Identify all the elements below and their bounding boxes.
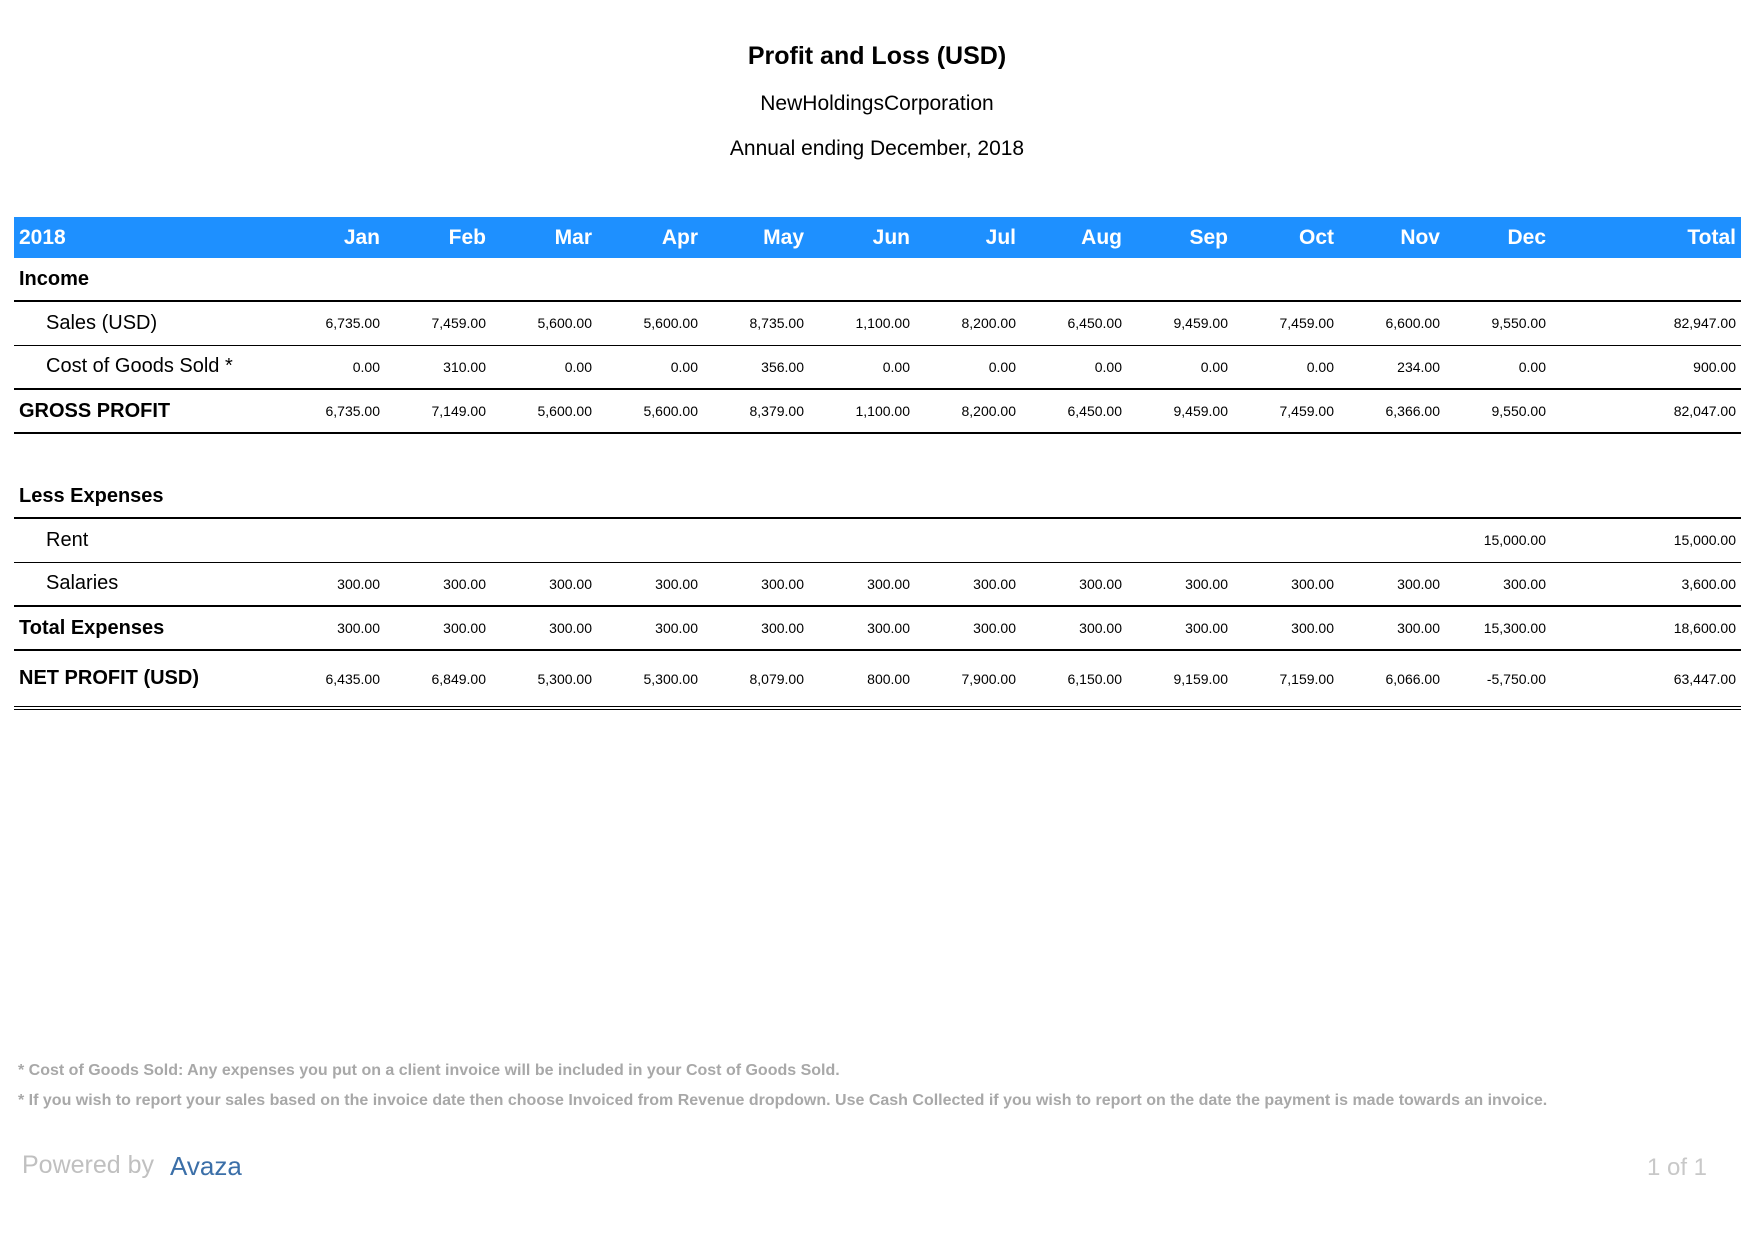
column-header-jul: Jul bbox=[985, 225, 1016, 249]
cell-value: 234.00 bbox=[1339, 345, 1445, 389]
cell-value: 6,735.00 bbox=[279, 301, 385, 345]
cell-value: 82,047.00 bbox=[1551, 389, 1741, 433]
cell-value: 356.00 bbox=[703, 345, 809, 389]
section-heading: Income bbox=[14, 258, 1741, 301]
cell-value: 300.00 bbox=[491, 606, 597, 650]
powered-by-label: Powered by bbox=[22, 1151, 155, 1179]
column-header-may: May bbox=[763, 225, 804, 249]
cell-value: 300.00 bbox=[1233, 562, 1339, 606]
cell-value: 300.00 bbox=[1127, 562, 1233, 606]
column-header-aug: Aug bbox=[1081, 225, 1122, 249]
cell-value: 300.00 bbox=[1021, 562, 1127, 606]
cell-value: 300.00 bbox=[1233, 606, 1339, 650]
column-header-jun: Jun bbox=[872, 225, 910, 249]
cell-value: 0.00 bbox=[279, 345, 385, 389]
cell-value: 300.00 bbox=[1127, 606, 1233, 650]
cell-value: 7,900.00 bbox=[915, 650, 1021, 708]
cell-value: 8,379.00 bbox=[703, 389, 809, 433]
cell-value: 300.00 bbox=[279, 606, 385, 650]
cell-value: 6,735.00 bbox=[279, 389, 385, 433]
table-row bbox=[14, 301, 1741, 345]
row-label: Cost of Goods Sold * bbox=[14, 345, 279, 389]
section-expenses bbox=[14, 475, 1741, 518]
cell-value: 0.00 bbox=[1021, 345, 1127, 389]
cell-value: 15,000.00 bbox=[1445, 518, 1551, 562]
profit-loss-table bbox=[14, 217, 1741, 710]
footnote-cogs: * Cost of Goods Sold: Any expenses you put on a client invoice will be included in your Cost of Goods Sold. bbox=[18, 1062, 840, 1079]
cell-value: 5,600.00 bbox=[491, 389, 597, 433]
cell-value: 8,200.00 bbox=[915, 301, 1021, 345]
cell-value: 6,066.00 bbox=[1339, 650, 1445, 708]
section-heading: Less Expenses bbox=[14, 475, 1741, 518]
cell-value bbox=[491, 518, 597, 562]
report-period: Annual ending December, 2018 bbox=[729, 137, 1025, 160]
cell-value: 300.00 bbox=[915, 562, 1021, 606]
cell-value bbox=[1021, 518, 1127, 562]
cell-value: 9,159.00 bbox=[1127, 650, 1233, 708]
cell-value: 0.00 bbox=[915, 345, 1021, 389]
cell-value: 0.00 bbox=[491, 345, 597, 389]
cell-value: 3,600.00 bbox=[1551, 562, 1741, 606]
cell-value: 300.00 bbox=[915, 606, 1021, 650]
cell-value: 6,450.00 bbox=[1021, 389, 1127, 433]
cell-value: 0.00 bbox=[1233, 345, 1339, 389]
cell-value: 300.00 bbox=[703, 606, 809, 650]
cell-value: 82,947.00 bbox=[1551, 301, 1741, 345]
cell-value: 8,200.00 bbox=[915, 389, 1021, 433]
cell-value: 1,100.00 bbox=[809, 301, 915, 345]
cell-value bbox=[703, 518, 809, 562]
gross-profit-row bbox=[14, 389, 1741, 433]
cell-value: 300.00 bbox=[809, 562, 915, 606]
cell-value bbox=[1339, 518, 1445, 562]
cell-value: 0.00 bbox=[597, 345, 703, 389]
cell-value: 300.00 bbox=[385, 606, 491, 650]
cell-value: 5,600.00 bbox=[491, 301, 597, 345]
avaza-logo: Avaza bbox=[170, 1151, 242, 1181]
column-header-dec: Dec bbox=[1507, 225, 1546, 249]
cell-value: 8,079.00 bbox=[703, 650, 809, 708]
cell-value: 7,459.00 bbox=[385, 301, 491, 345]
cell-value: 7,149.00 bbox=[385, 389, 491, 433]
cell-value: 300.00 bbox=[1445, 562, 1551, 606]
column-header-nov: Nov bbox=[1400, 225, 1440, 249]
cell-value: 0.00 bbox=[809, 345, 915, 389]
cell-value: 6,849.00 bbox=[385, 650, 491, 708]
cell-value: 7,159.00 bbox=[1233, 650, 1339, 708]
cell-value: 6,450.00 bbox=[1021, 301, 1127, 345]
cell-value: 9,459.00 bbox=[1127, 301, 1233, 345]
row-label: Sales (USD) bbox=[14, 301, 279, 345]
column-header-sep: Sep bbox=[1189, 225, 1228, 249]
cell-value bbox=[1127, 518, 1233, 562]
cell-value: 6,366.00 bbox=[1339, 389, 1445, 433]
cell-value: 6,435.00 bbox=[279, 650, 385, 708]
net-profit-row bbox=[14, 650, 1741, 708]
cell-value: 5,300.00 bbox=[597, 650, 703, 708]
row-label: NET PROFIT (USD) bbox=[14, 650, 279, 708]
report-title: Profit and Loss (USD) bbox=[747, 42, 1007, 70]
column-header-total: Total bbox=[1687, 225, 1736, 249]
cell-value: 7,459.00 bbox=[1233, 389, 1339, 433]
cell-value: 5,600.00 bbox=[597, 301, 703, 345]
cell-value: 8,735.00 bbox=[703, 301, 809, 345]
cell-value: 300.00 bbox=[597, 562, 703, 606]
table-row bbox=[14, 562, 1741, 606]
row-label: Total Expenses bbox=[14, 606, 279, 650]
cell-value: 300.00 bbox=[597, 606, 703, 650]
cell-value: 800.00 bbox=[809, 650, 915, 708]
cell-value: 900.00 bbox=[1551, 345, 1741, 389]
cell-value bbox=[809, 518, 915, 562]
cell-value: 310.00 bbox=[385, 345, 491, 389]
column-header-apr: Apr bbox=[661, 225, 698, 249]
cell-value: 63,447.00 bbox=[1551, 650, 1741, 708]
cell-value: 5,600.00 bbox=[597, 389, 703, 433]
column-header-feb: Feb bbox=[448, 225, 486, 249]
cell-value: 300.00 bbox=[1339, 606, 1445, 650]
footnote-revenue: * If you wish to report your sales based on the invoice date then choose Invoiced from Revenue dropdown. Use Cash Collected if you wish to report on the date the payment is made towards an invoice. bbox=[18, 1092, 1548, 1109]
cell-value: 300.00 bbox=[1339, 562, 1445, 606]
cell-value: 15,000.00 bbox=[1551, 518, 1741, 562]
cell-value: 0.00 bbox=[1127, 345, 1233, 389]
table-row bbox=[14, 518, 1741, 562]
cell-value: 1,100.00 bbox=[809, 389, 915, 433]
section-income bbox=[14, 258, 1741, 301]
cell-value: 15,300.00 bbox=[1445, 606, 1551, 650]
cell-value bbox=[279, 518, 385, 562]
row-label: Rent bbox=[14, 518, 279, 562]
cell-value: -5,750.00 bbox=[1445, 650, 1551, 708]
cell-value: 6,150.00 bbox=[1021, 650, 1127, 708]
column-header-year: 2018 bbox=[19, 225, 66, 249]
table-body bbox=[14, 258, 1741, 708]
cell-value bbox=[915, 518, 1021, 562]
total-expenses-row bbox=[14, 606, 1741, 650]
cell-value: 18,600.00 bbox=[1551, 606, 1741, 650]
row-label: GROSS PROFIT bbox=[14, 389, 279, 433]
cell-value: 300.00 bbox=[703, 562, 809, 606]
cell-value: 9,459.00 bbox=[1127, 389, 1233, 433]
cell-value: 300.00 bbox=[385, 562, 491, 606]
spacer-row bbox=[14, 433, 1741, 475]
cell-value: 7,459.00 bbox=[1233, 301, 1339, 345]
cell-value: 9,550.00 bbox=[1445, 389, 1551, 433]
cell-value: 9,550.00 bbox=[1445, 301, 1551, 345]
cell-value: 6,600.00 bbox=[1339, 301, 1445, 345]
column-header-mar: Mar bbox=[554, 225, 592, 249]
cell-value: 0.00 bbox=[1445, 345, 1551, 389]
company-name: NewHoldingsCorporation bbox=[760, 92, 994, 115]
column-header-oct: Oct bbox=[1298, 225, 1334, 249]
cell-value: 5,300.00 bbox=[491, 650, 597, 708]
column-header-jan: Jan bbox=[343, 225, 380, 249]
cell-value: 300.00 bbox=[279, 562, 385, 606]
cell-value: 300.00 bbox=[809, 606, 915, 650]
row-label: Salaries bbox=[14, 562, 279, 606]
cell-value bbox=[597, 518, 703, 562]
cell-value: 300.00 bbox=[1021, 606, 1127, 650]
cell-value bbox=[1233, 518, 1339, 562]
table-row bbox=[14, 345, 1741, 389]
cell-value: 300.00 bbox=[491, 562, 597, 606]
page-number: 1 of 1 bbox=[1646, 1154, 1707, 1181]
cell-value bbox=[385, 518, 491, 562]
table-header-row bbox=[14, 217, 1741, 258]
